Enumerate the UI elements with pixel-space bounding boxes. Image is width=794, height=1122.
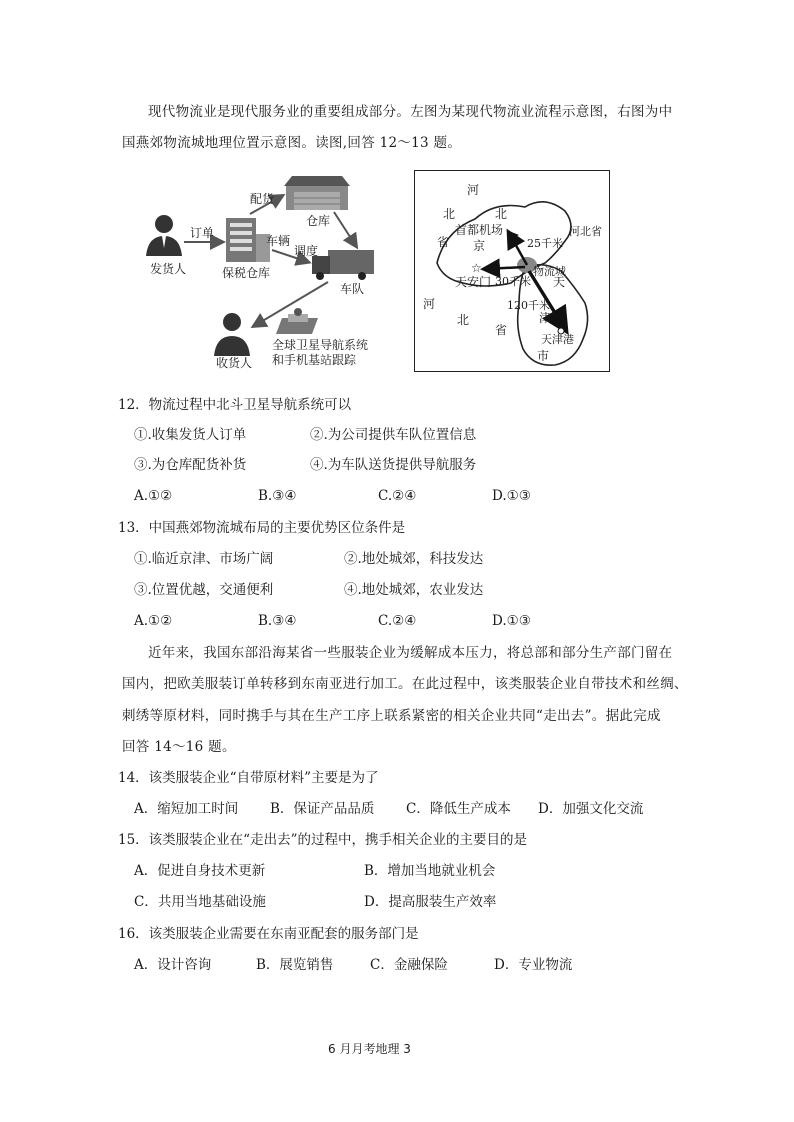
map-he-top: 河: [467, 183, 480, 197]
tiananmen-star-icon: ☆: [471, 261, 482, 275]
q13-option-3: ③.位置优越，交通便利: [134, 582, 274, 598]
q14-choice-d: D．加强文化交流: [538, 801, 644, 817]
q15-choice-a: A．促进自身技术更新: [134, 863, 266, 879]
map-bei-left: 北: [443, 207, 456, 221]
passage2-line-2: 国内，把欧美服装订单转移到东南亚进行加工。在此过程中，该类服装企业自带技术和丝绸、: [122, 676, 688, 692]
q12-option-2: ②.为公司提供车队位置信息: [310, 427, 477, 443]
label-distribution: 配货: [250, 192, 275, 206]
q16-choice-a: A．设计咨询: [134, 957, 212, 973]
passage2-line-4: 回答 14～16 题。: [122, 739, 236, 755]
q13-choice-a: A.①②: [134, 613, 173, 629]
q16-choice-b: B．展览销售: [256, 957, 334, 973]
page-footer: 6 月月考地理 3: [328, 1042, 411, 1056]
q12-stem: 12．物流过程中北斗卫星导航系统可以: [118, 397, 352, 413]
q12-option-4: ④.为车队送货提供导航服务: [310, 457, 477, 473]
map-tian: 天: [553, 275, 566, 289]
q13-choice-d: D.①③: [492, 613, 531, 629]
q15-choice-c: C．共用当地基础设施: [134, 894, 266, 910]
map-airport: 首都机场: [455, 223, 504, 237]
q13-stem: 13．中国燕郊物流城布局的主要优势区位条件是: [118, 520, 406, 536]
map-sheng-top: 省: [437, 235, 450, 249]
fleet-truck-icon: [312, 250, 374, 280]
q14-stem: 14．该类服装企业“自带原材料”主要是为了: [118, 770, 379, 786]
q15-stem: 15．该类服装企业在“走出去”的过程中，携手相关企业的主要目的是: [118, 832, 527, 848]
map-dist-tiananmen: 30千米: [495, 275, 531, 288]
location-map-graphic: [415, 171, 608, 370]
warehouse-icon: [284, 176, 350, 210]
label-warehouse: 仓库: [306, 214, 331, 228]
map-bei-bottom: 北: [457, 313, 470, 327]
intro-line-1: 现代物流业是现代服务业的重要组成部分。左图为某现代物流业流程示意图，右图为中: [148, 104, 673, 120]
map-dist-port: 120千米: [507, 299, 550, 312]
q14-choice-b: B．保证产品品质: [270, 801, 375, 817]
map-he-bottom: 河: [423, 297, 436, 311]
gps-device-icon: [276, 308, 318, 334]
map-tiananmen: 天安门: [455, 275, 492, 289]
q14-choice-c: C．降低生产成本: [406, 801, 511, 817]
q16-stem: 16．该类服装企业需要在东南亚配套的服务部门是: [118, 926, 419, 942]
q12-option-1: ①.收集发货人订单: [134, 427, 247, 443]
q13-choice-b: B.③④: [258, 613, 297, 629]
map-hebei-sheng: 河北省: [569, 225, 602, 238]
q12-choice-b: B.③④: [258, 488, 297, 504]
q12-choice-c: C.②④: [378, 488, 417, 504]
map-tianjin-port: 天津港: [541, 333, 574, 346]
q12-choice-a: A.①②: [134, 488, 173, 504]
shipper-icon: [146, 215, 182, 256]
q12-option-3: ③.为仓库配货补货: [134, 457, 247, 473]
warehouse-to-fleet-arrow: [334, 212, 356, 246]
label-fleet: 车队: [340, 282, 365, 296]
label-gps-line-1: 全球卫星导航系统: [272, 338, 369, 352]
label-bonded-warehouse: 保税仓库: [222, 266, 271, 280]
intro-line-2: 国燕郊物流城地理位置示意图。读图,回答 12～13 题。: [122, 135, 462, 151]
q13-option-1: ①.临近京津、市场广阔: [134, 551, 274, 567]
bonded-warehouse-icon: [226, 218, 270, 262]
q15-choice-b: B．增加当地就业机会: [364, 863, 496, 879]
q13-choice-c: C.②④: [378, 613, 417, 629]
map-jin: 津: [539, 311, 552, 325]
receiver-icon: [214, 313, 250, 356]
map-jing: 京: [473, 239, 486, 253]
q12-choice-d: D.①③: [492, 488, 531, 504]
label-dispatch: 调度: [294, 244, 319, 258]
q14-choice-a: A．缩短加工时间: [134, 801, 239, 817]
q16-choice-c: C．金融保险: [370, 957, 448, 973]
map-logistics-city: 物流城: [533, 265, 566, 278]
map-sheng-bottom: 省: [495, 323, 508, 337]
q15-choice-d: D．提高服装生产效率: [364, 894, 497, 910]
label-receiver: 收货人: [216, 356, 253, 370]
label-vehicle: 车辆: [266, 234, 291, 248]
logistics-flow-diagram: [122, 168, 394, 368]
yanjiao-location-map: [414, 170, 610, 372]
passage2-line-1: 近年来，我国东部沿海某省一些服装企业为缓解成本压力，将总部和部分生产部门留在: [148, 645, 673, 661]
map-dist-airport: 25千米: [527, 237, 563, 250]
label-gps-line-2: 和手机基站跟踪: [272, 353, 357, 367]
passage2-line-3: 刺绣等原材料，同时携手与其在生产工序上联系紧密的相关企业共同“走出去”。据此完成: [122, 708, 661, 724]
label-shipper: 发货人: [150, 262, 187, 276]
q13-option-2: ②.地处城郊，科技发达: [344, 551, 484, 567]
q13-option-4: ④.地处城郊，农业发达: [344, 582, 484, 598]
q16-choice-d: D．专业物流: [494, 957, 573, 973]
label-order: 订单: [190, 226, 215, 240]
map-bei-right: 北: [495, 207, 508, 221]
map-shi: 市: [537, 349, 550, 363]
